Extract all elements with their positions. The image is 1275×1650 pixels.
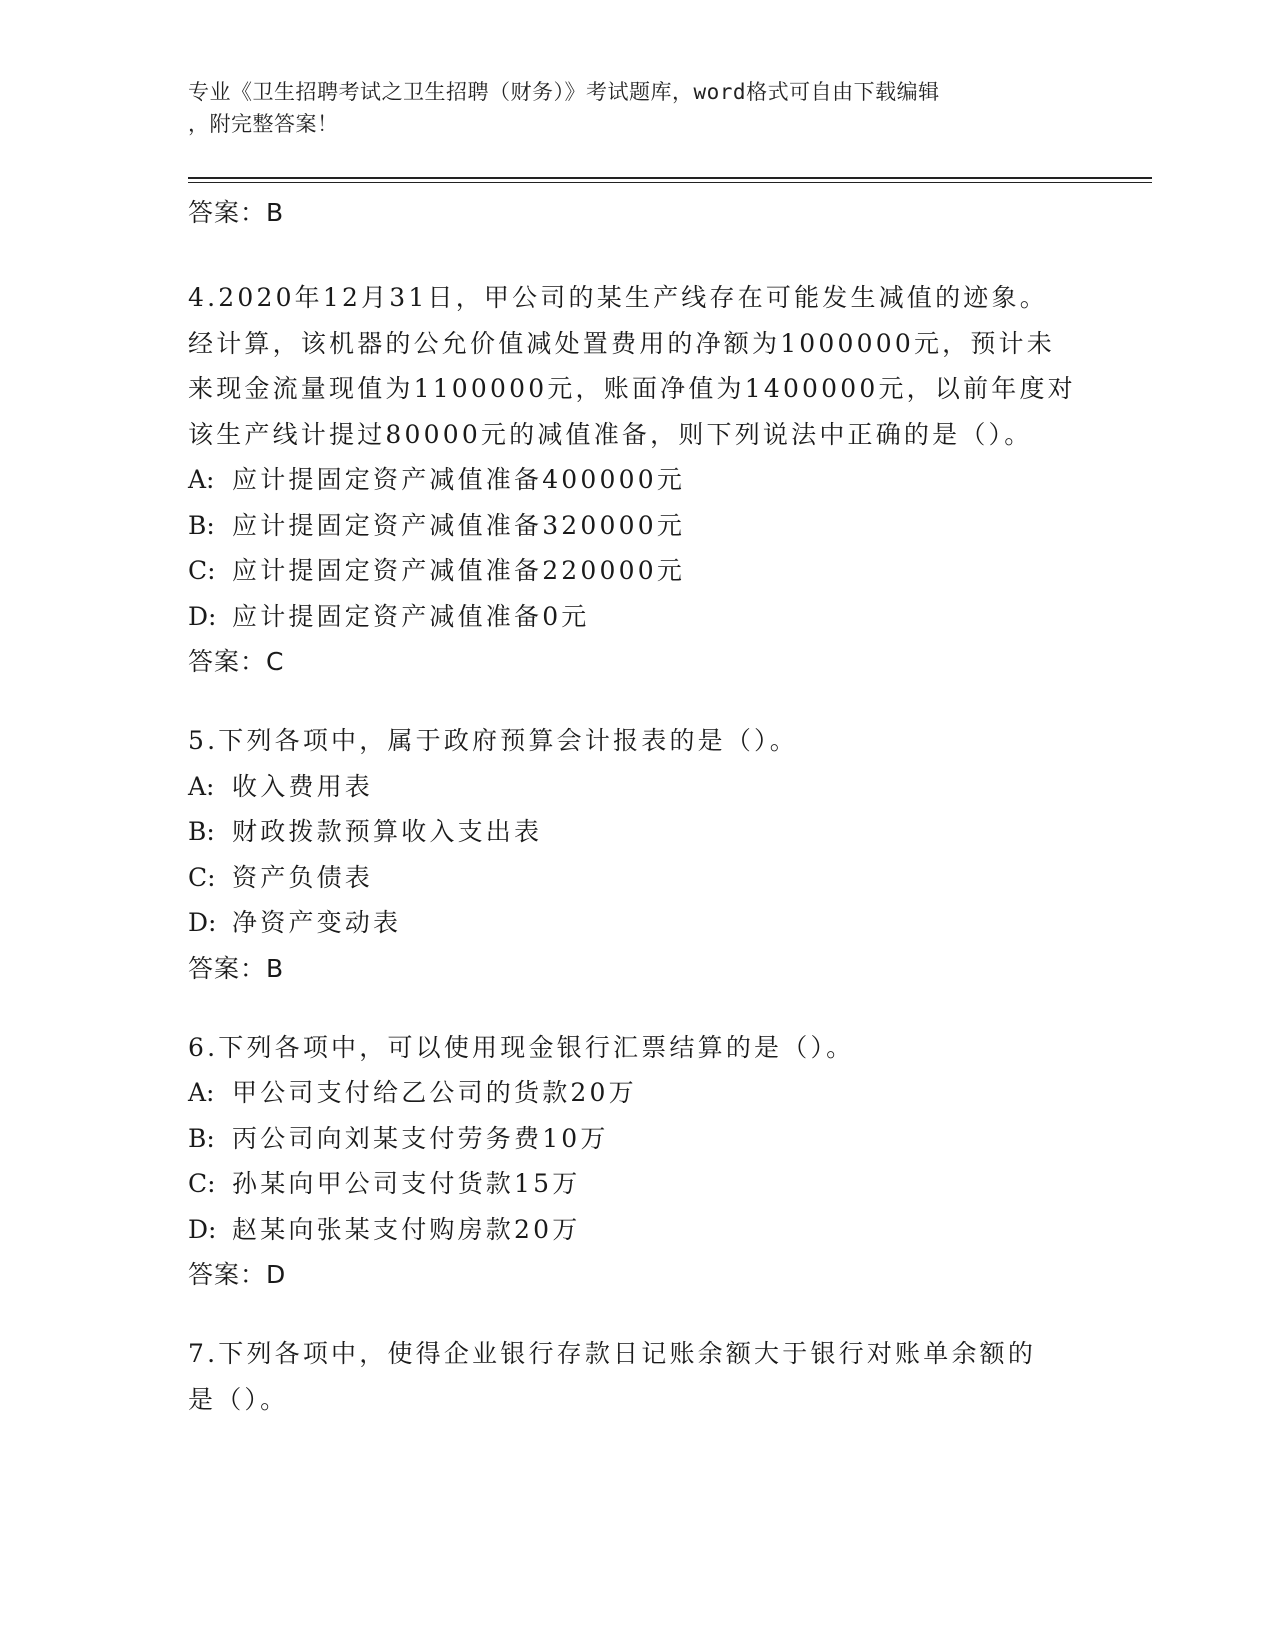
option-key: B: [188, 817, 215, 846]
option-text: 应计提固定资产减值准备0元 [232, 601, 590, 631]
answer-line: 答案：C [188, 647, 285, 676]
question-text-line: 6.下列各项中，可以使用现金银行汇票结算的是（）。 [188, 1032, 855, 1062]
option-b [188, 809, 1088, 855]
option-key: D: [188, 908, 217, 937]
option-text: 孙某向甲公司支付货款15万 [232, 1169, 581, 1198]
question-7 [188, 1331, 1088, 1422]
option-text: 收入费用表 [232, 771, 374, 801]
question-text-line: 经计算，该机器的公允价值减处置费用的净额为1000000元，预计未 [188, 328, 1055, 358]
option-key: D: [188, 1214, 217, 1244]
option-text: 资产负债表 [232, 862, 374, 892]
option-c [188, 548, 1088, 594]
option-d [188, 1207, 1088, 1253]
option-text: 赵某向张某支付购房款20万 [232, 1214, 581, 1244]
option-text: 净资产变动表 [232, 908, 402, 937]
option-key: B: [188, 510, 215, 540]
question-4 [188, 275, 1088, 684]
option-text: 应计提固定资产减值准备220000元 [232, 556, 686, 585]
option-a [188, 764, 1088, 810]
document-header [188, 76, 1068, 140]
option-a [188, 1070, 1088, 1116]
question-text-line: 5.下列各项中，属于政府预算会计报表的是（）。 [188, 726, 798, 755]
question-text-line: 该生产线计提过80000元的减值准备，则下列说法中正确的是（）。 [188, 419, 1033, 449]
option-a [188, 457, 1088, 503]
question-text-line: 是（）。 [188, 1384, 289, 1414]
option-key: D: [188, 601, 217, 631]
option-key: B: [188, 1123, 215, 1153]
option-key: C: [188, 1169, 216, 1198]
option-key: A: [188, 1078, 215, 1107]
question-list [188, 190, 1088, 1422]
question-text-line: 7.下列各项中，使得企业银行存款日记账余额大于银行对账单余额的 [188, 1339, 1037, 1368]
option-c [188, 855, 1088, 901]
question-6 [188, 1025, 1088, 1298]
option-text: 甲公司支付给乙公司的货款20万 [232, 1078, 637, 1107]
option-d [188, 594, 1088, 640]
option-key: A: [188, 465, 215, 494]
question-text-line: 4.2020年12月31日，甲公司的某生产线存在可能发生减值的迹象。 [188, 283, 1048, 312]
option-text: 财政拨款预算收入支出表 [232, 817, 543, 846]
answer-line: 答案：B [188, 953, 285, 983]
header-rule-thin [188, 182, 1152, 183]
header-line-1: 专业《卫生招聘考试之卫生招聘（财务）》考试题库，word格式可自由下载编辑 [188, 80, 940, 104]
option-key: A: [188, 771, 215, 801]
header-rule-thick [188, 177, 1152, 179]
option-b [188, 503, 1088, 549]
question-text-line: 来现金流量现值为1100000元，账面净值为1400000元，以前年度对 [188, 374, 1076, 403]
option-key: C: [188, 862, 216, 892]
header-line-2: ，附完整答案！ [188, 112, 339, 136]
option-text: 应计提固定资产减值准备400000元 [232, 465, 686, 494]
answer-line: 答案：D [188, 1260, 287, 1289]
option-b [188, 1116, 1088, 1162]
option-d [188, 900, 1088, 946]
option-c [188, 1161, 1088, 1207]
option-text: 丙公司向刘某支付劳务费10万 [232, 1123, 609, 1153]
option-key: C: [188, 556, 216, 585]
question-5 [188, 718, 1088, 991]
option-text: 应计提固定资产减值准备320000元 [232, 510, 686, 540]
previous-answer: 答案：B [188, 198, 285, 227]
